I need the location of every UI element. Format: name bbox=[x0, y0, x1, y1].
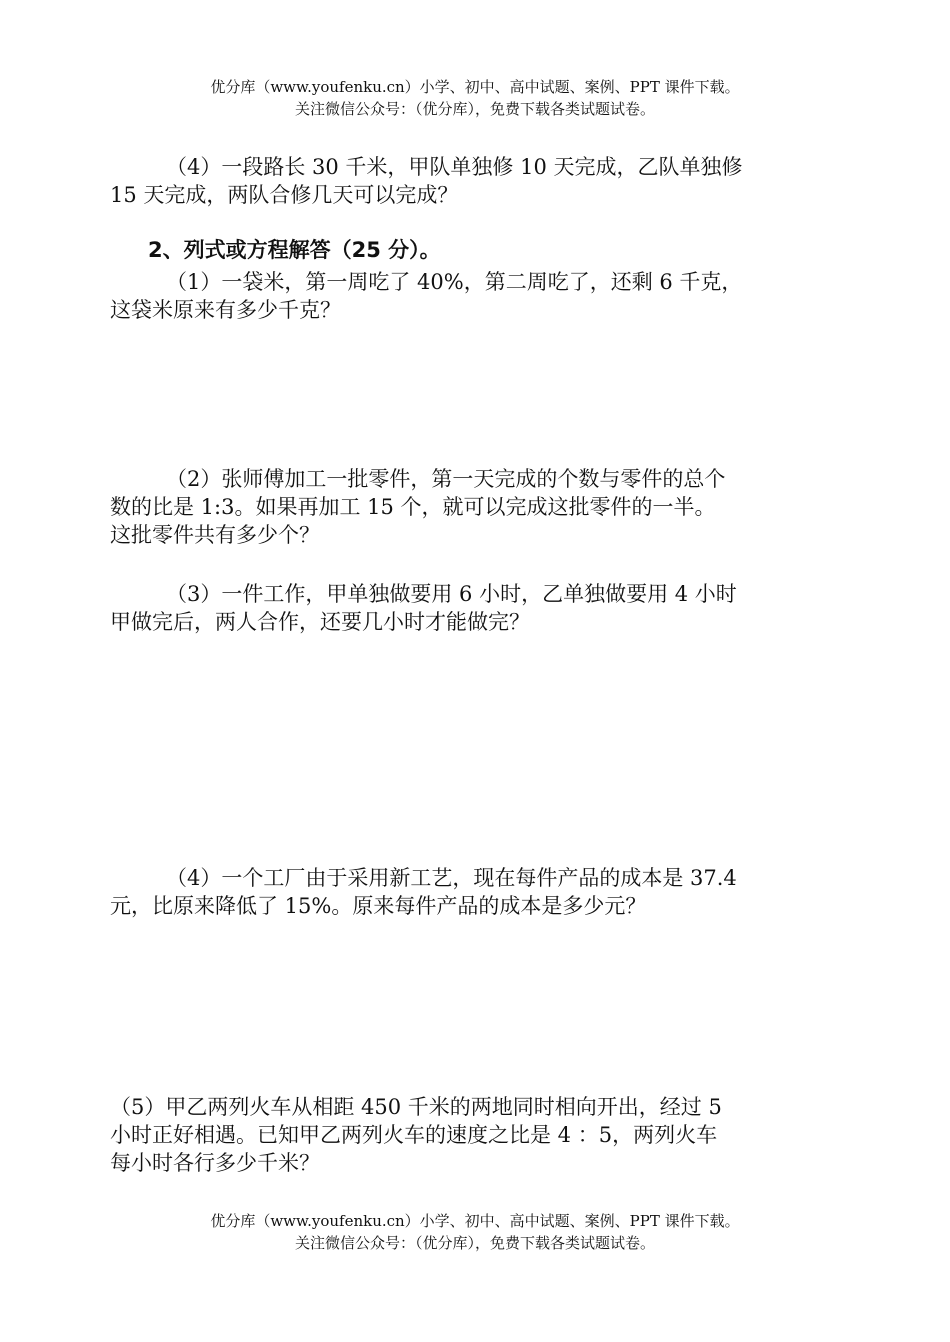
question-text-line: （4）一个工厂由于采用新工艺，现在每件产品的成本是 37.4 bbox=[166, 866, 737, 890]
question-text-line: 元，比原来降低了 15%。原来每件产品的成本是多少元？ bbox=[110, 894, 647, 918]
question-part1-4 bbox=[110, 153, 850, 209]
section-2-title: 2、列式或方程解答（25 分）。 bbox=[148, 238, 441, 262]
page-header bbox=[0, 76, 950, 120]
question-text-line: 每小时各行多少千米？ bbox=[110, 1151, 320, 1175]
header-line-2: 关注微信公众号：（优分库），免费下载各类试题试卷。 bbox=[294, 100, 655, 118]
question-text-line: 甲做完后，两人合作，还要几小时才能做完？ bbox=[110, 610, 530, 634]
question-text-line: 小时正好相遇。已知甲乙两列火车的速度之比是 4 ：5，两列火车 bbox=[110, 1123, 718, 1147]
footer-line-2: 关注微信公众号：（优分库），免费下载各类试题试卷。 bbox=[294, 1234, 655, 1252]
question-text-line: 15 天完成，两队合修几天可以完成？ bbox=[110, 183, 459, 207]
question-2-4 bbox=[110, 864, 850, 920]
question-text-line: （5）甲乙两列火车从相距 450 千米的两地同时相向开出，经过 5 bbox=[110, 1095, 722, 1119]
question-text-line: （2）张师傅加工一批零件，第一天完成的个数与零件的总个 bbox=[166, 467, 726, 491]
question-text-line: （3）一件工作，甲单独做要用 6 小时，乙单独做要用 4 小时 bbox=[166, 582, 737, 606]
question-2-3 bbox=[110, 580, 850, 636]
footer-line-1: 优分库（www.youfenku.cn）小学、初中、高中试题、案例、PPT 课件下载。 bbox=[210, 1212, 740, 1230]
question-2-2 bbox=[110, 465, 850, 549]
question-2-1 bbox=[110, 268, 850, 324]
page-footer bbox=[0, 1210, 950, 1254]
question-text-line: （4）一段路长 30 千米，甲队单独修 10 天完成，乙队单独修 bbox=[166, 155, 743, 179]
header-line-1: 优分库（www.youfenku.cn）小学、初中、高中试题、案例、PPT 课件下载。 bbox=[210, 78, 740, 96]
question-text-line: 这批零件共有多少个？ bbox=[110, 523, 320, 547]
question-text-line: 数的比是 1:3。如果再加工 15 个，就可以完成这批零件的一半。 bbox=[110, 495, 716, 519]
question-text-line: （1）一袋米，第一周吃了 40%，第二周吃了，还剩 6 千克， bbox=[166, 270, 743, 294]
question-2-5 bbox=[110, 1093, 850, 1177]
question-text-line: 这袋米原来有多少千克？ bbox=[110, 298, 341, 322]
